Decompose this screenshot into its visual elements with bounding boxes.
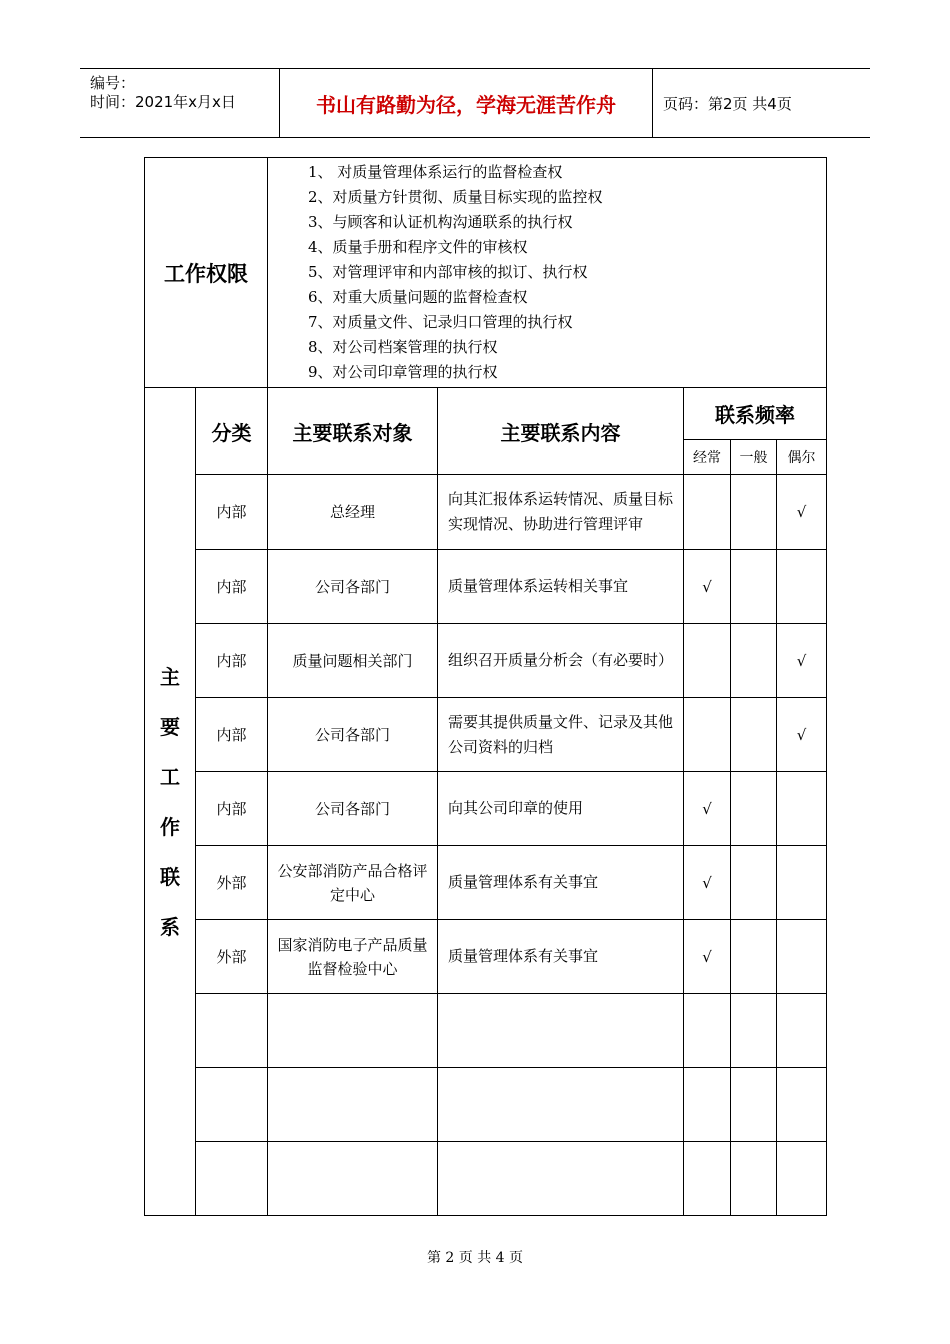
authority-item: 8、对公司档案管理的执行权 [308,338,498,356]
row-often-check [684,1068,731,1142]
row-target [268,994,438,1068]
row-occasional-check [777,1142,827,1216]
row-target: 公司各部门 [268,772,438,846]
row-target: 公司各部门 [268,550,438,624]
content-header: 主要联系内容 [438,388,684,475]
row-often-check [684,994,731,1068]
authority-item: 2、对质量方针贯彻、质量目标实现的监控权 [308,188,603,206]
contacts-header-row [145,388,827,440]
header-meta [80,69,280,137]
row-occasional-check [777,846,827,920]
side-title-char: 系 [160,914,180,939]
row-occasional-check [777,772,827,846]
table-row [145,550,827,624]
row-normal-check [731,1068,777,1142]
row-often-check: √ [684,920,731,994]
authority-item: 5、对管理评审和内部审核的拟订、执行权 [308,263,588,281]
row-content: 需要其提供质量文件、记录及其他公司资料的归档 [438,698,684,772]
row-content: 质量管理体系运转相关事宜 [438,550,684,624]
row-category: 内部 [196,698,268,772]
row-category [196,994,268,1068]
table-row [145,624,827,698]
row-occasional-check: √ [777,475,827,550]
row-category [196,1068,268,1142]
row-content: 组织召开质量分析会（有必要时） [438,624,684,698]
authority-item: 9、对公司印章管理的执行权 [308,363,498,381]
freq-often-header: 经常 [684,440,731,475]
side-title-char: 联 [160,864,180,889]
row-category: 外部 [196,846,268,920]
table-row [145,994,827,1068]
target-header: 主要联系对象 [268,388,438,475]
row-normal-check [731,550,777,624]
row-category: 内部 [196,624,268,698]
row-content: 质量管理体系有关事宜 [438,920,684,994]
row-category: 内部 [196,550,268,624]
authority-row [145,158,827,388]
row-normal-check [731,920,777,994]
row-normal-check [731,772,777,846]
row-content: 质量管理体系有关事宜 [438,846,684,920]
side-title-char: 主 [160,664,180,689]
row-target: 公安部消防产品合格评定中心 [268,846,438,920]
frequency-header: 联系频率 [684,388,827,440]
authority-item: 6、对重大质量问题的监督检查权 [308,288,528,306]
row-category: 内部 [196,772,268,846]
row-normal-check [731,475,777,550]
row-content [438,1068,684,1142]
authority-list [268,158,827,388]
authority-title: 工作权限 [145,158,268,388]
side-title-char: 作 [160,814,180,839]
row-content: 向其汇报体系运转情况、质量目标实现情况、协助进行管理评审 [438,475,684,550]
row-content: 向其公司印章的使用 [438,772,684,846]
row-often-check [684,1142,731,1216]
responsibility-table [144,157,827,1216]
authority-item: 7、对质量文件、记录归口管理的执行权 [308,313,573,331]
row-target: 国家消防电子产品质量监督检验中心 [268,920,438,994]
table-row [145,772,827,846]
row-occasional-check [777,994,827,1068]
side-title-char: 工 [160,764,180,789]
freq-normal-header: 一般 [731,440,777,475]
row-occasional-check [777,1068,827,1142]
table-row [145,698,827,772]
date-line: 时间：2021年x月x日 [90,93,236,111]
row-normal-check [731,994,777,1068]
row-occasional-check: √ [777,624,827,698]
row-target [268,1142,438,1216]
row-normal-check [731,698,777,772]
authority-item: 1、 对质量管理体系运行的监督检查权 [308,163,563,181]
row-target: 质量问题相关部门 [268,624,438,698]
row-normal-check [731,1142,777,1216]
row-often-check: √ [684,846,731,920]
row-category: 内部 [196,475,268,550]
row-category [196,1142,268,1216]
contacts-side-title [145,388,196,1216]
row-often-check: √ [684,550,731,624]
row-occasional-check: √ [777,698,827,772]
page-footer: 第 2 页 共 4 页 [426,1250,524,1266]
header-page-info: 页码：第2页 共4页 [663,94,792,113]
header-motto: 书山有路勤为径，学海无涯苦作舟 [316,92,616,117]
row-category: 外部 [196,920,268,994]
row-often-check [684,698,731,772]
row-content [438,1142,684,1216]
row-often-check: √ [684,772,731,846]
freq-occasional-header: 偶尔 [777,440,827,475]
table-row [145,846,827,920]
number-label: 编号： [90,74,136,92]
row-occasional-check [777,550,827,624]
row-normal-check [731,624,777,698]
table-row [145,1068,827,1142]
row-target [268,1068,438,1142]
page-header [80,68,870,138]
authority-item: 4、质量手册和程序文件的审核权 [308,238,528,256]
row-often-check [684,475,731,550]
header-motto-cell [280,69,653,137]
row-occasional-check [777,920,827,994]
row-target: 公司各部门 [268,698,438,772]
row-often-check [684,624,731,698]
row-content [438,994,684,1068]
authority-item: 3、与顾客和认证机构沟通联系的执行权 [308,213,573,231]
side-title-char: 要 [160,714,180,739]
table-row [145,920,827,994]
table-row [145,1142,827,1216]
row-normal-check [731,846,777,920]
row-target: 总经理 [268,475,438,550]
table-row [145,475,827,550]
category-header: 分类 [196,388,268,475]
